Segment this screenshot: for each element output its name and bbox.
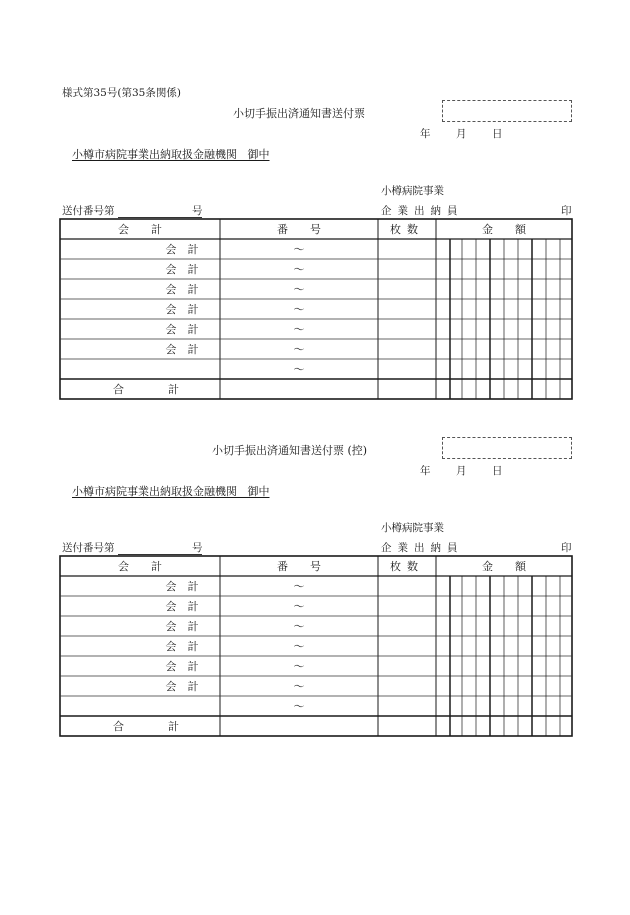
section-title: 小切手振出済通知書送付票 [233,107,365,120]
header-number: 番 号 [277,223,321,236]
total-label: 合 計 [113,720,179,733]
seal-label: 印 [561,542,572,554]
date-year-label: 年 [420,465,431,477]
row-range-tilde: 〜 [293,580,305,593]
row-range-tilde: 〜 [293,303,305,316]
row-range-tilde: 〜 [293,283,305,296]
sender-role: 企業出納員 [381,205,464,217]
row-account-label: 会 計 [165,243,199,256]
date-month-label: 月 [456,128,467,140]
row-range-tilde: 〜 [293,640,305,653]
send-number-prefix: 送付番号第 [62,205,115,217]
send-number-suffix: 号 [192,542,203,554]
row-account-label: 会 計 [165,680,199,693]
table-frame [60,556,572,736]
row-account-label: 会 計 [165,323,199,336]
send-number-suffix: 号 [192,205,203,217]
row-account-label: 会 計 [165,263,199,276]
row-range-tilde: 〜 [293,600,305,613]
row-account-label: 会 計 [165,640,199,653]
date-day-label: 日 [492,465,503,477]
header-count: 枚数 [390,560,424,573]
header-account: 会 計 [118,223,162,236]
header-number: 番 号 [277,560,321,573]
row-account-label: 会 計 [165,580,199,593]
row-account-label: 会 計 [165,343,199,356]
date-day-label: 日 [492,128,503,140]
sender-org: 小樽病院事業 [381,522,444,534]
date-year-label: 年 [420,128,431,140]
row-account-label: 会 計 [165,600,199,613]
sender-role: 企業出納員 [381,542,464,554]
row-account-label: 会 計 [165,303,199,316]
section-title: 小切手振出済通知書送付票 (控) [212,444,368,457]
row-range-tilde: 〜 [293,243,305,256]
row-account-label: 会 計 [165,620,199,633]
row-account-label: 会 計 [165,660,199,673]
row-range-tilde: 〜 [293,700,305,713]
row-range-tilde: 〜 [293,363,305,376]
row-range-tilde: 〜 [293,680,305,693]
header-count: 枚数 [390,223,424,236]
row-account-label: 会 計 [165,283,199,296]
row-range-tilde: 〜 [293,323,305,336]
row-range-tilde: 〜 [293,620,305,633]
header-account: 会 計 [118,560,162,573]
form-label: 様式第35号(第35条関係) [62,87,181,99]
seal-label: 印 [561,205,572,217]
date-month-label: 月 [456,465,467,477]
total-label: 合 計 [113,383,179,396]
header-amount: 金 額 [482,560,526,573]
honorific: 御中 [247,148,270,161]
honorific: 御中 [247,485,270,498]
addressee-name: 小樽市病院事業出納取扱金融機関 [72,148,237,161]
sender-org: 小樽病院事業 [381,185,444,197]
addressee-name: 小樽市病院事業出納取扱金融機関 [72,485,237,498]
header-amount: 金 額 [482,223,526,236]
row-range-tilde: 〜 [293,660,305,673]
row-range-tilde: 〜 [293,263,305,276]
row-range-tilde: 〜 [293,343,305,356]
send-number-prefix: 送付番号第 [62,542,115,554]
